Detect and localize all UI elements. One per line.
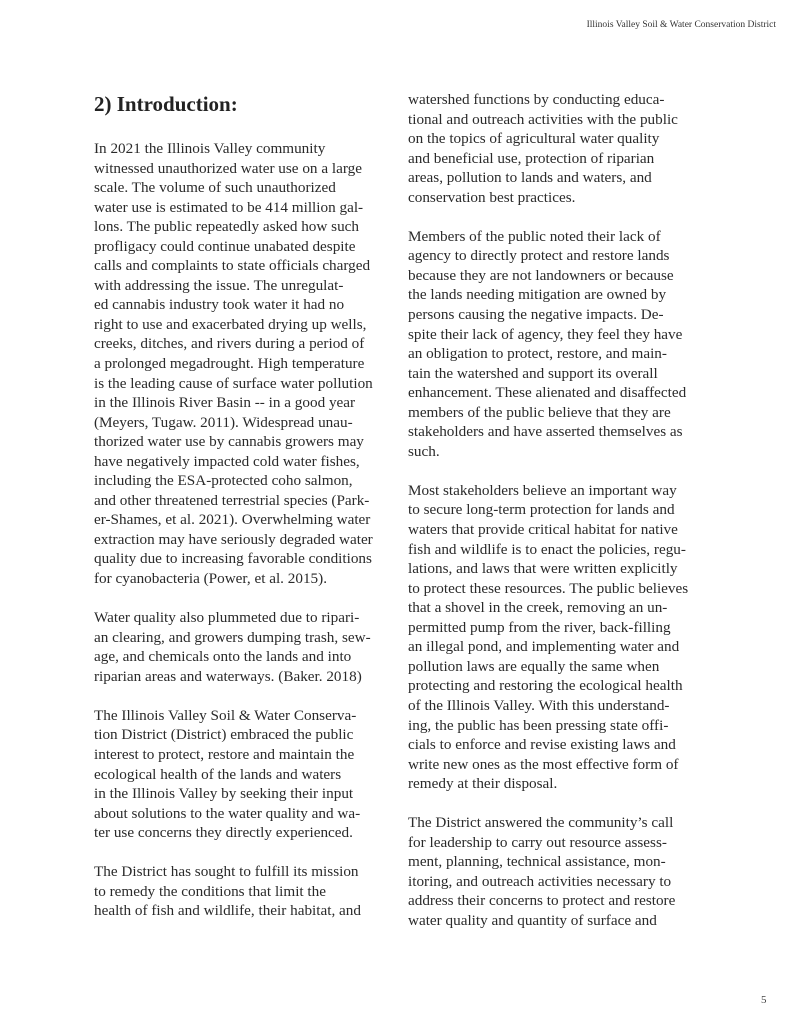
- text-line: (Meyers, Tugaw. 2011). Widespread unau-: [94, 413, 353, 431]
- text-line: The Illinois Valley Soil & Water Conserva-: [94, 706, 357, 724]
- text-line: because they are not landowners or because: [408, 266, 674, 284]
- text-line: stakeholders and have asserted themselves as: [408, 423, 683, 441]
- text-line: an obligation to protect, restore, and main-: [408, 345, 667, 363]
- text-line: an illegal pond, and implementing water and: [408, 638, 680, 656]
- text-line: extraction may have seriously degraded water: [94, 530, 373, 548]
- text-line: and other threatened terrestrial species (Park-: [94, 491, 370, 509]
- text-line: the lands needing mitigation are owned by: [408, 286, 667, 304]
- text-line: creeks, ditches, and rivers during a period of: [94, 335, 365, 353]
- text-line: tional and outreach activities with the public: [408, 110, 678, 128]
- text-line: to secure long-term protection for lands and: [408, 501, 675, 519]
- text-line: in the Illinois Valley by seeking their input: [94, 785, 354, 803]
- right-column: [408, 90, 710, 950]
- running-header: Illinois Valley Soil & Water Conservation District: [586, 20, 776, 30]
- text-line: is the leading cause of surface water pollution: [94, 374, 373, 392]
- text-line: water quality and quantity of surface and: [408, 911, 657, 929]
- text-line: enhancement. These alienated and disaffected: [408, 384, 687, 402]
- text-line: The District answered the community’s call: [408, 814, 674, 832]
- text-line: age, and chemicals onto the lands and into: [94, 648, 352, 666]
- text-line: about solutions to the water quality and wa-: [94, 804, 361, 822]
- text-line: health of fish and wildlife, their habitat, and: [94, 902, 361, 920]
- body-paragraph: [408, 90, 710, 207]
- text-line: The District has sought to fulfill its mission: [94, 863, 359, 881]
- text-line: Most stakeholders believe an important way: [408, 481, 677, 499]
- text-line: for cyanobacteria (Power, et al. 2015).: [94, 570, 328, 588]
- text-line: an clearing, and growers dumping trash, sew-: [94, 628, 371, 646]
- text-line: er-Shames, et al. 2021). Overwhelming water: [94, 511, 371, 529]
- text-line: itoring, and outreach activities necessary to: [408, 872, 672, 890]
- text-line: including the ESA-protected coho salmon,: [94, 472, 353, 490]
- text-line: for leadership to carry out resource assess-: [408, 833, 667, 851]
- text-line: spite their lack of agency, they feel they have: [408, 325, 683, 343]
- text-line: right to use and exacerbated drying up wells,: [94, 315, 367, 333]
- body-paragraph: [94, 608, 396, 686]
- text-line: that a shovel in the creek, removing an un-: [408, 599, 668, 617]
- page-number: 5: [761, 994, 767, 1006]
- text-line: scale. The volume of such unauthorized: [94, 179, 336, 197]
- text-line: fish and wildlife is to enact the policies, regu-: [408, 540, 686, 558]
- text-line: protecting and restoring the ecological health: [408, 677, 683, 695]
- text-line: to protect these resources. The public believes: [408, 579, 689, 597]
- text-line: persons causing the negative impacts. De-: [408, 306, 664, 324]
- text-line: pollution laws are equally the same when: [408, 657, 660, 675]
- text-line: tion District (District) embraced the public: [94, 726, 354, 744]
- body-paragraph: [408, 813, 710, 930]
- body-paragraph: [94, 706, 396, 843]
- text-line: calls and complaints to state officials charged: [94, 257, 371, 275]
- text-line: tain the watershed and support its overall: [408, 364, 658, 382]
- left-column: [94, 88, 396, 940]
- text-line: cials to enforce and revise existing laws and: [408, 736, 676, 754]
- text-line: such.: [408, 442, 440, 460]
- heading-spacer: [94, 117, 396, 139]
- text-line: agency to directly protect and restore lands: [408, 247, 670, 265]
- text-line: of the Illinois Valley. With this understand-: [408, 696, 670, 714]
- text-line: with addressing the issue. The unregulat-: [94, 276, 344, 294]
- text-line: ecological health of the lands and waters: [94, 765, 342, 783]
- text-line: members of the public believe that they are: [408, 403, 671, 421]
- text-line: address their concerns to protect and restore: [408, 892, 676, 910]
- left-paragraphs: [94, 139, 396, 921]
- text-line: waters that provide critical habitat for native: [408, 521, 678, 539]
- text-line: a prolonged megadrought. High temperature: [94, 355, 365, 373]
- text-line: on the topics of agricultural water quality: [408, 130, 660, 148]
- body-paragraph: [94, 862, 396, 921]
- text-line: ed cannabis industry took water it had no: [94, 296, 345, 314]
- text-line: profligacy could continue unabated despite: [94, 237, 356, 255]
- text-line: witnessed unauthorized water use on a large: [94, 159, 362, 177]
- text-line: Members of the public noted their lack of: [408, 227, 661, 245]
- text-line: quality due to increasing favorable conditions: [94, 550, 372, 568]
- text-line: riparian areas and waterways. (Baker. 2018): [94, 667, 362, 685]
- text-line: watershed functions by conducting educa-: [408, 91, 665, 108]
- body-paragraph: [408, 481, 710, 794]
- text-line: to remedy the conditions that limit the: [94, 882, 326, 900]
- text-line: water use is estimated to be 414 million gal-: [94, 198, 364, 216]
- text-line: Water quality also plummeted due to ripari-: [94, 609, 360, 627]
- text-line: ing, the public has been pressing state offi-: [408, 716, 669, 734]
- text-line: In 2021 the Illinois Valley community: [94, 140, 326, 157]
- text-line: ter use concerns they directly experienced.: [94, 824, 353, 842]
- text-line: thorized water use by cannabis growers may: [94, 433, 364, 451]
- body-paragraph: [94, 139, 396, 589]
- right-paragraphs: [408, 90, 710, 931]
- text-line: interest to protect, restore and maintain the: [94, 745, 355, 763]
- text-line: and beneficial use, protection of riparian: [408, 149, 655, 167]
- text-line: remedy at their disposal.: [408, 775, 558, 793]
- text-line: conservation best practices.: [408, 188, 576, 206]
- text-line: in the Illinois River Basin -- in a good year: [94, 394, 356, 412]
- text-line: areas, pollution to lands and waters, and: [408, 169, 652, 187]
- body-paragraph: [408, 227, 710, 462]
- text-line: lons. The public repeatedly asked how such: [94, 218, 360, 236]
- text-line: lations, and laws that were written explicitly: [408, 560, 678, 578]
- section-heading: 2) Introduction:: [94, 92, 238, 116]
- text-line: have negatively impacted cold water fishes,: [94, 452, 360, 470]
- text-line: ment, planning, technical assistance, mon-: [408, 853, 666, 871]
- text-line: write new ones as the most effective form of: [408, 755, 679, 773]
- text-line: permitted pump from the river, back-filling: [408, 618, 671, 636]
